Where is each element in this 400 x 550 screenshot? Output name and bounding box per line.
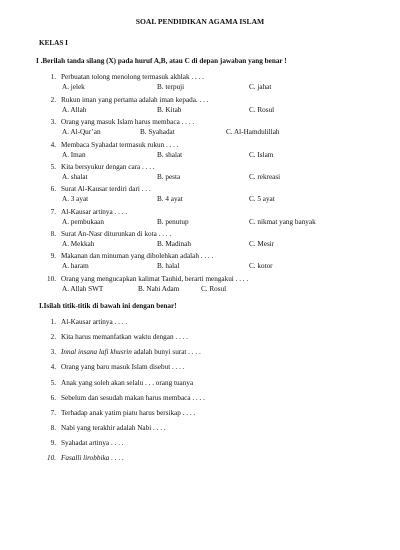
option-a: A. 3 ayat (62, 195, 89, 203)
option-a: A. Allah SWT (62, 285, 104, 293)
item-text: Orang yang baru masuk Islam disebut . . . . (61, 363, 185, 371)
option-b: B. Nabi Adam (138, 285, 180, 293)
question-number: 5. (50, 163, 56, 171)
item-number: 1. (50, 318, 56, 326)
item-text: Nabi yang terakhir adalah Nabi . . . . (61, 424, 166, 432)
option-b: B. halal (157, 262, 180, 270)
item-text-rest: . . . . (109, 454, 124, 462)
question-text: Orang yang mengucapkan kalimat Tauhid, berarti mengakui . . . . (61, 275, 249, 283)
question-number: 10. (47, 275, 56, 283)
item-number: 7. (50, 409, 56, 417)
question-text: Membaca Syahadat termasuk rukun . . . . (61, 141, 179, 149)
option-a: A. pembukaan (62, 218, 104, 226)
class-label: KELAS I (39, 39, 68, 47)
question-number: 3. (50, 118, 56, 126)
item-text-italic: Fasalli lirobbika (61, 454, 110, 462)
item-text: Al-Kausar artinya . . . . (61, 318, 128, 326)
item-text-italic: Innal insana lafi khusrin (61, 348, 132, 356)
option-a: A. Allah (62, 106, 87, 114)
question-text: Al-Kausar artinya . . . . (61, 208, 128, 216)
option-c: C. 5 ayat (249, 195, 275, 203)
option-b: B. terpuji (157, 83, 185, 91)
item-number: 9. (50, 439, 56, 447)
item-text-rest: adalah bunyi surat . . . . (131, 348, 201, 356)
item-number: 2. (50, 333, 56, 341)
option-a: A. Iman (62, 151, 86, 159)
item-text: Terhadap anak yatim piatu harus bersikap . . . . (61, 409, 196, 417)
option-a: A. Mekkah (62, 240, 95, 248)
item-text: Anak yang soleh akan selalu . . . orang tuanya (61, 379, 194, 387)
option-a: A. haram (62, 262, 89, 270)
option-c: C. nikmat yang banyak (249, 218, 316, 226)
item-text: Kita harus memanfatkan waktu dengan . . . . (61, 333, 188, 341)
option-c: C. Islam (249, 151, 274, 159)
option-c: C. Mesir (249, 240, 275, 248)
question-number: 6. (50, 185, 56, 193)
item-text (61, 349, 201, 356)
question-text: Rukun iman yang pertama adalah iman kepada. . . . (61, 96, 209, 104)
section1-instruction: I .Berilah tanda silang (X) pada huruf A,B, atau C di depan jawaban yang benar ! (36, 57, 287, 65)
option-a: A. shalat (62, 173, 88, 181)
question-text: Surat Al-Kausar terdiri dari . . . (61, 185, 151, 193)
option-b: B. Syahadat (140, 128, 175, 136)
option-c: C. Rosul (249, 106, 275, 114)
item-text (61, 455, 124, 462)
option-a: A. jelek (62, 83, 85, 91)
question-text: Makanan dan minuman yang dibolehkan adalah . . . . (61, 252, 214, 260)
option-c: C. rekreasi (249, 173, 281, 181)
option-c: C. kotor (249, 262, 273, 270)
item-number: 8. (50, 424, 56, 432)
section2-instruction: I.Isilah titik-titik di bawah ini dengan benar! (39, 302, 177, 310)
option-b: B. penutup (157, 218, 189, 226)
item-text: Syahadat artinya . . . . (61, 439, 124, 447)
question-text: Orang yang masuk Islam harus membaca . . . . (61, 118, 195, 126)
item-number: 4. (50, 363, 56, 371)
question-text: Kita bersyukur dengan cara . . . . (61, 163, 155, 171)
option-b: B. Madinah (157, 240, 191, 248)
question-number: 8. (50, 230, 56, 238)
page-title: SOAL PENDIDIKAN AGAMA ISLAM (135, 17, 265, 26)
option-b: B. pesta (157, 173, 181, 181)
question-number: 2. (50, 96, 56, 104)
option-b: B. shalat (157, 151, 183, 159)
question-text: Surat An-Nasr diturunkan di kota . . . . (61, 230, 172, 238)
item-text: Sebelum dan sesudah makan harus membaca . . . . (61, 394, 205, 402)
item-number: 10. (47, 454, 56, 462)
option-a: A. Al-Qur’an (62, 128, 101, 136)
question-number: 9. (50, 252, 56, 260)
option-c: C. Rosul (201, 285, 227, 293)
option-b: B. Kitab (157, 106, 182, 114)
question-text: Perbuatan tolong menolong termasuk akhlak . . . . (61, 73, 204, 81)
question-number: 4. (50, 141, 56, 149)
option-c: C. jahat (249, 83, 272, 91)
item-number: 6. (50, 394, 56, 402)
item-number: 5. (50, 379, 56, 387)
option-c: C. Al-Hamdulillah (226, 128, 280, 136)
question-number: 7. (50, 208, 56, 216)
option-b: B. 4 ayat (157, 195, 183, 203)
question-number: 1. (50, 73, 56, 81)
item-number: 3. (50, 348, 56, 356)
